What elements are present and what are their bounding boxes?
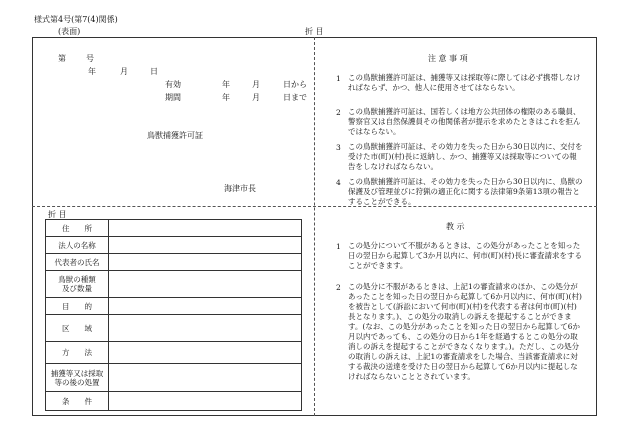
to-month: 月 bbox=[252, 93, 260, 102]
row-value bbox=[109, 271, 302, 298]
table-row bbox=[46, 392, 302, 411]
from-month: 月 bbox=[252, 80, 260, 89]
notes-heading: 注 意 事 項 bbox=[428, 54, 468, 63]
note-number: 1 bbox=[336, 74, 341, 83]
table-row bbox=[46, 298, 302, 315]
note-number: 4 bbox=[336, 178, 341, 187]
note-number: 3 bbox=[336, 143, 341, 152]
row-value bbox=[109, 220, 302, 237]
permit-number-go: 号 bbox=[86, 54, 94, 63]
to-year: 年 bbox=[222, 93, 230, 102]
instruction-text: この処分に不服があるときは、上記1の審査請求のほか、この処分があったことを知った日の翌日から起算して6か月以内に、何市(町)(村)を被告として(訴訟において何市(町)(村)を代表する者は何市(町)(村)長となります。)、この処分の取消しの訴えを提起することができます。(なお、この処分があったことを知った日の翌日から起算して6か月以内であっても、この処分の日から1年を経過するとこの処分の取消しの訴えを提起することができなくなります。)。ただし、この処分の取消しの訴えは、上記1の審査請求をした場合、当該審査請求に対する裁決の送達を受けた日の翌日から起算して6か月以内に提起しなければならないこととされています。 bbox=[348, 282, 582, 381]
row-label-conditions: 条 件 bbox=[46, 392, 109, 411]
row-value bbox=[109, 392, 302, 411]
row-value bbox=[109, 342, 302, 364]
instruction-text: この処分について不服があるときは、この処分があったことを知った日の翌日から起算して3か月以内に、何市(町)(村)長に審査請求をすることができます。 bbox=[348, 241, 582, 270]
row-value bbox=[109, 254, 302, 271]
permit-title: 鳥獣捕獲許可証 bbox=[147, 131, 203, 140]
form-number: 様式第4号(第7(4)関係) bbox=[34, 15, 118, 24]
to-day: 日まで bbox=[283, 93, 307, 102]
issue-month: 月 bbox=[120, 67, 128, 76]
row-label-purpose: 目 的 bbox=[46, 298, 109, 315]
row-label-species: 鳥獣の種類 及び数量 bbox=[46, 271, 109, 298]
fold-line-vertical bbox=[314, 37, 315, 416]
note-text: この鳥獣捕獲許可証は、捕獲等又は採取等に際しては必ず携帯しなければならず、かつ、他人に使用させてはならない。 bbox=[348, 73, 581, 92]
row-label-corporation: 法人の名称 bbox=[46, 237, 109, 254]
issue-year: 年 bbox=[88, 67, 96, 76]
instruction-number: 2 bbox=[336, 283, 341, 292]
fold-mark-top: 折 目 bbox=[305, 27, 324, 36]
table-row bbox=[46, 315, 302, 342]
note-text: この鳥獣捕獲許可証は、その効力を失った日から30日以内に、鳥獣の保護及び管理並びに狩猟の適正化に関する法律第9条第13項の報告とすることができる。 bbox=[348, 177, 583, 206]
row-value bbox=[109, 237, 302, 254]
row-label-representative: 代表者の氏名 bbox=[46, 254, 109, 271]
permit-details-table bbox=[45, 219, 302, 411]
period-label: 期間 bbox=[165, 93, 181, 102]
permit-number-dai: 第 bbox=[58, 54, 66, 63]
fold-mark-left: 折 目 bbox=[48, 210, 67, 219]
note-number: 2 bbox=[336, 108, 341, 117]
issuer-name: 海津市長 bbox=[224, 184, 256, 193]
validity-label: 有効 bbox=[165, 80, 181, 89]
row-label-area: 区 域 bbox=[46, 315, 109, 342]
from-day: 日から bbox=[283, 80, 307, 89]
issue-day: 日 bbox=[150, 67, 158, 76]
table-row bbox=[46, 237, 302, 254]
side-label: (表面) bbox=[58, 27, 81, 36]
note-text: この鳥獣捕獲許可証は、その効力を失った日から30日以内に、交付を受けた市(町)(村)長に返納し、かつ、捕獲等又は採取等についての報告をしなければならない。 bbox=[348, 142, 583, 171]
table-row bbox=[46, 364, 302, 392]
from-year: 年 bbox=[222, 80, 230, 89]
table-row bbox=[46, 254, 302, 271]
instruction-number: 1 bbox=[336, 242, 341, 251]
note-text: この鳥獣捕獲許可証は、国若しくは地方公共団体の権限のある職員、警察官又は自然保護員その他関係者が提示を求めたときはこれを拒んではならない。 bbox=[348, 107, 581, 136]
row-label-address: 住 所 bbox=[46, 220, 109, 237]
row-label-disposal: 捕獲等又は採取 等の後の処置 bbox=[46, 364, 109, 392]
table-row bbox=[46, 220, 302, 237]
row-label-method: 方 法 bbox=[46, 342, 109, 364]
table-row bbox=[46, 271, 302, 298]
table-row bbox=[46, 342, 302, 364]
row-value bbox=[109, 315, 302, 342]
row-value bbox=[109, 298, 302, 315]
instructions-heading: 教 示 bbox=[446, 222, 465, 231]
row-value bbox=[109, 364, 302, 392]
